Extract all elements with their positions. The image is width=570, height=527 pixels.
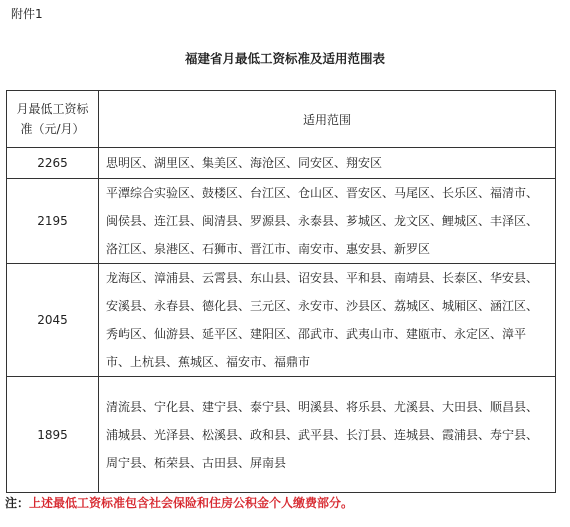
wage-value: 1895 bbox=[7, 377, 99, 493]
table-row bbox=[7, 148, 556, 179]
attachment-label: 附件1 bbox=[11, 7, 43, 21]
footnote-text: 上述最低工资标准包含社会保险和住房公积金个人缴费部分。 bbox=[29, 496, 354, 510]
footnote bbox=[5, 495, 353, 511]
wage-value: 2195 bbox=[7, 179, 99, 264]
wage-value: 2265 bbox=[7, 148, 99, 179]
header-wage-standard: 月最低工资标准（元/月） bbox=[7, 91, 99, 148]
table-row bbox=[7, 179, 556, 264]
wage-value: 2045 bbox=[7, 264, 99, 377]
table-row bbox=[7, 264, 556, 377]
table-row bbox=[7, 377, 556, 493]
footnote-prefix: 注： bbox=[5, 496, 30, 510]
table-header-row bbox=[7, 91, 556, 148]
applicable-areas: 平潭综合实验区、鼓楼区、台江区、仓山区、晋安区、马尾区、长乐区、福清市、闽侯县、连江县、闽清县、罗源县、永泰县、芗城区、龙文区、鲤城区、丰泽区、洛江区、泉港区、石狮市、晋江市、南安市、惠安县、新罗区 bbox=[99, 179, 556, 264]
header-applicable-range: 适用范围 bbox=[99, 91, 556, 148]
minimum-wage-table bbox=[6, 90, 556, 493]
applicable-areas: 清流县、宁化县、建宁县、泰宁县、明溪县、将乐县、尤溪县、大田县、顺昌县、浦城县、光泽县、松溪县、政和县、武平县、长汀县、连城县、霞浦县、寿宁县、周宁县、柘荣县、古田县、屏南县 bbox=[99, 377, 556, 493]
document-title: 福建省月最低工资标准及适用范围表 bbox=[184, 51, 385, 66]
applicable-areas: 龙海区、漳浦县、云霄县、东山县、诏安县、平和县、南靖县、长泰区、华安县、安溪县、永春县、德化县、三元区、永安市、沙县区、荔城区、城厢区、涵江区、秀屿区、仙游县、延平区、建阳区、邵武市、武夷山市、建瓯市、永定区、漳平市、上杭县、蕉城区、福安市、福鼎市 bbox=[99, 264, 556, 377]
applicable-areas: 思明区、湖里区、集美区、海沧区、同安区、翔安区 bbox=[99, 148, 556, 179]
